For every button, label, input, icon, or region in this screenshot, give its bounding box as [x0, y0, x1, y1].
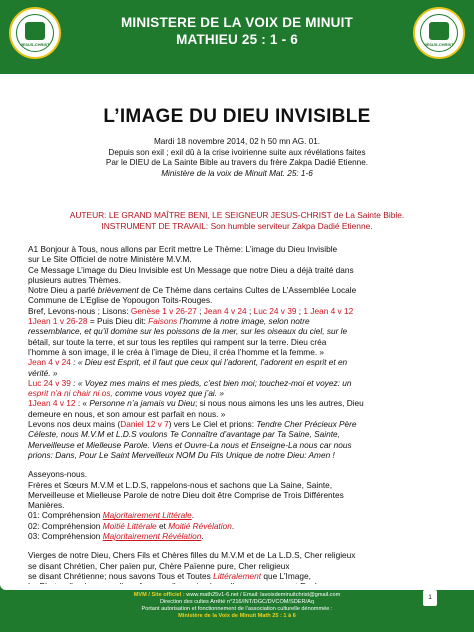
scripture-ref: Jean 4 v 24	[203, 305, 247, 316]
text: ; si nous nous aimons les uns les autres, Dieu	[194, 398, 364, 409]
text: bétail, sur toute la terre, et sur tous les reptiles qui rampent sur la terre. Dieu créa	[28, 336, 327, 347]
text: .	[191, 510, 195, 521]
text: Personne n’a jamais vu Dieu	[89, 398, 195, 409]
text: ) vers Le Ciel et prions:	[168, 419, 257, 430]
footer-contact	[0, 592, 474, 599]
page-number: 1	[423, 590, 437, 606]
footer-label: MVM / Site officiel :	[133, 592, 185, 598]
text: se disant Chrétien, Cher païen pur, Chère Païenne pure, Cher religieux	[28, 560, 290, 571]
scripture-ref: 1Jean 4 v 12	[28, 398, 76, 409]
text: Majoritairement Révélation	[102, 531, 202, 542]
paragraph	[28, 469, 444, 541]
text: Asseyons-nous.	[28, 469, 88, 480]
text: 03: Compréhension	[28, 531, 103, 542]
text: l’homme à son image, il le créa à l’image de Dieu, il créa l’homme et la femme. »	[28, 346, 325, 357]
text: .	[201, 531, 204, 542]
text: plusieurs autres Thèmes.	[28, 274, 121, 285]
text: ;	[196, 305, 204, 316]
text: se disant Chrétienne; nous savons Tous et Toutes	[28, 570, 214, 581]
footer-decree: Direction des cultes Arrêté n°216/INT/DGC/DVCOM/SDER/Aq	[160, 599, 314, 605]
text: de Ce Thème dans certains Cultes de L’Assemblée Locale	[138, 285, 357, 296]
intro-line-1: Depuis son exil ; exil dû à la crise ivoirienne suite aux révélations faites	[108, 147, 366, 157]
footer-authorization: Portant autorisation et fonctionnement de l’association culturelle dénommée :	[141, 606, 333, 612]
text: Moitié Révélation	[168, 520, 232, 531]
scripture-ref: Luc 24 v 39	[253, 305, 297, 316]
text: brièvement	[97, 285, 139, 296]
text: et	[156, 520, 169, 531]
text: 01: Compréhension	[28, 510, 103, 521]
text: Tendre Cher Précieux Père	[256, 419, 357, 430]
text: : « Dieu est Esprit, et il faut que ceux qui l’adorent, l’adorent en esprit et en	[70, 357, 348, 368]
text: l’homme à notre image, selon notre	[177, 316, 310, 327]
text: ;	[296, 305, 304, 316]
text: Littéralement	[213, 570, 262, 581]
text: prions: Dans, Pour Le Saint Merveilleux NOM Du Fils Unique de notre Dieu: Amen !	[28, 449, 335, 460]
text: : « Voyez mes mains et mes pieds, c’est bien moi; touchez-moi et voyez: un	[70, 377, 352, 388]
ministry-verse: MATHIEU 25 : 1 - 6	[176, 32, 298, 47]
text: ;	[246, 305, 254, 316]
scripture-ref: 1 Jean 4 v 12	[303, 305, 354, 316]
text: Commune de L’Eglise de Yopougon Toits-Rouges.	[28, 295, 213, 306]
scripture-ref: 1Jean 1 v 26-28	[28, 316, 88, 327]
text: comme vous voyez que j’ai. »	[112, 388, 224, 399]
scripture-ref: Daniel 12 v 7	[120, 419, 169, 430]
text: 02: Compréhension	[28, 520, 103, 531]
scripture-ref: Jean 4 v 24	[28, 357, 71, 368]
logo-caption: JESUS-CHRIST	[20, 42, 50, 47]
footer-text	[0, 592, 474, 620]
paragraph	[28, 244, 444, 285]
intro-line-2: Par le DIEU de La Sainte Bible au travers du frère Zakpa Dadié Etienne.	[105, 158, 369, 168]
text: : «	[75, 398, 90, 409]
document-body	[28, 244, 444, 592]
text: A1 Bonjour à Tous, nous allons par Ecrit mettre Le Thème: L’image du Dieu Invisible	[28, 244, 338, 254]
footer-ministry: Ministère de la Voix de Minuit Math 25 : 1 à 6	[178, 613, 296, 619]
text: ressemblance, et qu’il domine sur les poissons de la mer, sur les oiseaux du ciel, sur le	[28, 326, 348, 337]
text: que L’Image,	[261, 570, 311, 581]
text: demeure en nous, et son amour est parfait en nous. »	[28, 408, 226, 419]
text: sur Le Site Officiel de notre Ministère M.V.M.	[28, 254, 192, 265]
text: Céleste, nous M.V.M et L.D.S voulons Te Connaître d’avantage par Ta Saine, Sainte,	[28, 429, 340, 440]
text: Majoritairement Littérale	[102, 510, 192, 521]
document-title: L’IMAGE DU DIEU INVISIBLE	[103, 106, 371, 127]
text: Merveilleuse et Mielleuse Parole. Viens et Ouvre-La nous et Enseigne-La nous car nous	[28, 439, 352, 450]
text: Moitié Littérale	[102, 520, 157, 531]
instrument-line: INSTRUMENT DE TRAVAIL: Son humble serviteur Zakpa Dadié Etienne.	[101, 220, 373, 231]
text: Bref, Levons-nous ; Lisons:	[28, 305, 131, 316]
ministry-name: MINISTERE DE LA VOIX DE MINUIT	[120, 15, 353, 30]
text: Vierges de notre Dieu, Chers Fils et Chères filles du M.V.M et de La L.D.S, Cher religieux	[28, 550, 356, 561]
logo-caption: JESUS-CHRIST	[424, 42, 454, 47]
footer-curve	[0, 584, 474, 590]
author-info	[0, 210, 474, 231]
paragraph	[28, 285, 444, 460]
intro-line-3: Ministère de la voix de Minuit Mat. 25: 1-6	[161, 168, 313, 178]
text: Levons nos deux mains (	[28, 419, 121, 430]
text: = Puis Dieu dit:	[87, 316, 149, 327]
logo-emblem-icon	[429, 22, 449, 40]
text: Frères et Sœurs M.V.M et L.D.S, rappelons-nous et sachons que La Saine, Sainte,	[28, 479, 333, 490]
message-info	[0, 137, 474, 179]
scripture-ref: Luc 24 v 39	[28, 377, 71, 388]
text: Merveilleuse et Mielleuse Parole de notre Dieu doit être Comprise de Trois Différentes	[28, 489, 344, 500]
spacer	[28, 541, 444, 550]
header-banner	[0, 0, 474, 74]
message-date: Mardi 18 novembre 2014, 02 h 50 mn AG. 01.	[153, 137, 321, 146]
spacer	[28, 460, 444, 469]
ministry-logo-right	[413, 7, 465, 59]
text: Faisons	[148, 316, 178, 327]
footer-link[interactable]: www.math25v1-6.net / Email: lavoixdeminuitchrist@gmail.com	[184, 592, 341, 598]
text: esprit n’a ni chair ni os,	[28, 388, 113, 399]
text: Ce Message L’image du Dieu Invisible est Un Message que notre Dieu a déjà traité dans	[28, 264, 354, 275]
text: .	[231, 520, 235, 531]
text: Manières.	[28, 500, 65, 511]
text: Notre Dieu a parlé	[28, 285, 98, 296]
author-line: AUTEUR: LE GRAND MAÎTRE BENI, LE SEIGNEUR JESUS-CHRIST de La Sainte Bible.	[69, 210, 405, 220]
scripture-ref: Genèse 1 v 26-27	[130, 305, 197, 316]
header-title	[0, 14, 474, 48]
text: vérité. »	[28, 367, 58, 378]
